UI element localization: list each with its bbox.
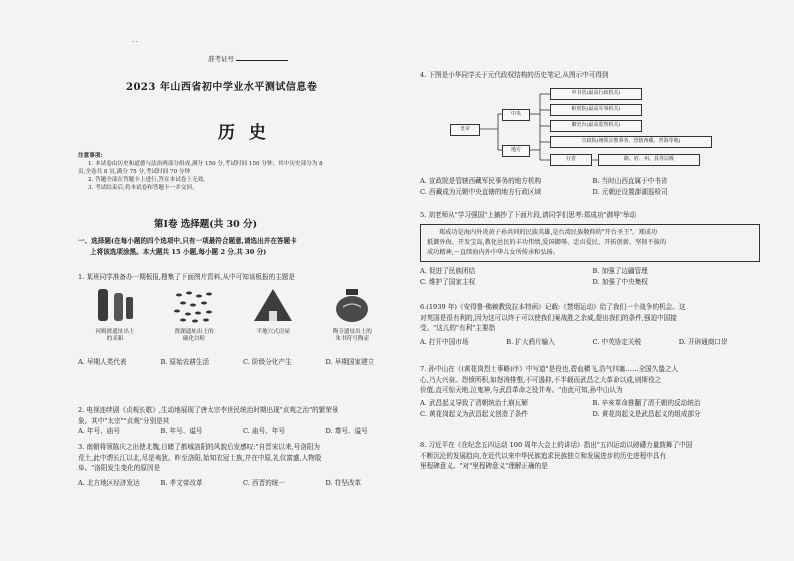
option-a[interactable]: A. 促进了民族团结 <box>420 267 476 275</box>
q3-options <box>78 478 408 489</box>
subject-title: 历 史 <box>218 123 270 143</box>
question-stem: 荒土,此中谓长江以北,尽是夷狄。昨至洛阳,始知衣冠士族,并在中原,礼仪富盛,人物殷 <box>78 453 322 462</box>
option-d[interactable]: D. 开辟通商口岸 <box>678 337 728 346</box>
question-stem: 8. 习近平在《在纪念五四运动 100 周年大会上的讲话》指出"五四运动以磅礴力量鼓舞了中国 <box>420 441 693 449</box>
q4-diagram <box>420 84 765 174</box>
question-6 <box>420 302 765 348</box>
question-2 <box>78 405 408 437</box>
option-b[interactable]: B. 年号、谥号 <box>160 427 203 435</box>
note-line: 2. 答题全部在答题卡上进行,答在本试卷上无效。 <box>88 177 209 183</box>
question-1 <box>78 272 408 368</box>
notes-block <box>78 152 408 192</box>
option-a[interactable]: A. 年号、庙号 <box>78 427 120 435</box>
option-d[interactable]: D. 元朝还设置澎湖巡检司 <box>592 188 668 196</box>
diagram-local: 地方 <box>502 145 530 157</box>
question-5 <box>420 210 765 221</box>
question-7 <box>420 364 765 420</box>
left-column <box>78 0 408 561</box>
option-d[interactable]: D. 尊号、谥号 <box>325 427 368 435</box>
option-c[interactable]: C. 黄花岗起义为武昌起义创造了条件 <box>420 409 528 418</box>
admission-label: 准考证号 <box>208 55 234 63</box>
q7-options <box>420 398 765 420</box>
question-stem: 受。"这儿的"有利"主要指 <box>420 324 496 332</box>
exam-title: 2023 年山西省初中学业水平测试信息卷 <box>126 82 318 93</box>
option-c[interactable]: C. 维护了国家主权 <box>420 278 476 286</box>
note-line: 1. 本试卷由历史和道德与法治两部分组成,满分 150 分,考试时间 150 分钟。其中历史部分为 8 <box>88 161 323 167</box>
option-b[interactable]: B. 当时山西直属于中书省 <box>592 177 668 185</box>
question-stem: 3. 南朝将领陈庆之出使北魏,目睹了都城洛阳的风貌后发感叹:"自晋宋以来,号洛阳为 <box>78 443 321 451</box>
q6-options <box>420 337 765 348</box>
section-title: 第Ⅰ卷 选择题(共 30 分) <box>154 219 258 230</box>
diagram-xingsheng: 行省 <box>550 154 592 166</box>
option-a[interactable]: A. 早期人类代表 <box>78 357 127 366</box>
quote-line: 成功精神,一直续海内外中华儿女所传承和弘扬。 <box>427 249 559 256</box>
option-b[interactable]: B. 辛亥革命推翻了清王朝的反动统治 <box>592 398 701 407</box>
option-a[interactable]: A. 武昌起义导致了清朝统治土崩瓦解 <box>420 398 528 407</box>
notes-title: 注意事项: <box>78 153 103 159</box>
note-line: 页,全卷共 8 页,满分 75 分,考试时间 70 分钟 <box>78 169 191 175</box>
picture-caption: 河姆渡遗址出土 <box>95 328 135 335</box>
q4-options <box>420 176 765 198</box>
option-b[interactable]: B. 孝文帝改革 <box>160 478 203 487</box>
q5-quote-box <box>420 224 760 262</box>
picture-caption: 朱书符号陶壶 <box>335 335 370 342</box>
question-stem: 7. 孙中山在《(黄花岗烈士事略)序》中写道"是役也,碧血横飞,浩气四塞……全国久蛰之人 <box>420 365 679 373</box>
picture-caption: 碳化谷粒 <box>182 335 206 342</box>
option-c[interactable]: C. 庙号、年号 <box>243 427 285 435</box>
question-stem: 5. 刘老师从"学习强国"上摘抄了下面片段,请同学们思考:郑成功"御辱"举动 <box>420 211 637 219</box>
q5-options <box>420 266 765 288</box>
q2-options <box>78 426 408 437</box>
option-c[interactable]: C. 中英协定关税 <box>592 337 642 346</box>
option-a[interactable]: A. 打开中国市场 <box>420 337 469 346</box>
right-column <box>420 0 765 561</box>
question-stem: 心,乃大兴奋。怨愤所积,如怒涛排壑,不可遏抑,不半载而武昌之大革命以成,则斯役之 <box>420 375 662 384</box>
question-stem: 4. 下图是小华同学关于元代政权结构的历史笔记,从图示中可得到 <box>420 71 609 79</box>
quote-line: 抵御外侮、开发宝岛,教化邑民的丰功伟绩,爱国御辱、忠贞爱民、开拓创新、坚韧不拔的 <box>427 239 667 246</box>
option-b[interactable]: B. 扩大鸦片输入 <box>506 337 555 346</box>
leisi-image <box>92 287 138 325</box>
question-stem: 2. 电视连续剧《贞观长歌》,生动地展现了唐太宗李世民统治时期出现"贞观之治"的繁荣景 <box>78 406 339 414</box>
diagram-emperor: 皇帝 <box>450 124 480 136</box>
quote-line: 郑成功是海内外炎黄子孙共同的民族英雄,是台湾民族敬仰的"开台圣王"。郑成功 <box>439 229 658 236</box>
picture-grain <box>161 287 227 343</box>
section-instruction: 上将该选项涂黑。本大题共 15 小题,每小题 2 分,共 30 分) <box>90 247 267 256</box>
picture-pot <box>319 287 385 343</box>
option-c[interactable]: C. 阶级分化产生 <box>243 357 292 366</box>
corner-dots: - - <box>132 39 138 45</box>
diagram-shumiyuan: 枢密院(最高军事机关) <box>550 104 642 116</box>
picture-leisi <box>82 287 148 343</box>
admission-blank[interactable] <box>236 54 288 61</box>
picture-caption: 的耒耜 <box>106 335 124 342</box>
option-c[interactable]: C. 西晋的统一 <box>243 478 285 487</box>
question-3 <box>78 442 408 489</box>
house-image <box>250 287 296 325</box>
note-line: 3. 考试结束后,将本试卷和答题卡一并交回。 <box>88 185 198 191</box>
question-stem: 价值,直可惊天地,泣鬼神,与武昌革命之役并寿。"由此可知,孙中山认为 <box>420 386 623 394</box>
q1-pictures <box>78 287 408 347</box>
question-8 <box>420 440 765 472</box>
picture-caption: 陶寺遗址出土的 <box>332 328 372 335</box>
option-b[interactable]: B. 原始农耕生活 <box>160 357 210 366</box>
diagram-yushitai: 御史台(最高监察机关) <box>550 120 642 132</box>
diagram-xuanzhengyuan: 宣政院(统领宗教事务、管辖西藏、青海等地) <box>550 136 712 148</box>
diagram-levels: 路、府、州、县等层级 <box>598 154 700 166</box>
option-d[interactable]: D. 黄花岗起义是武昌起义的组成部分 <box>592 409 701 418</box>
diagram-central: 中央 <box>502 109 530 121</box>
option-a[interactable]: A. 北方地区经济发达 <box>78 478 140 487</box>
question-stem: 象。其中"太宗""贞观"分别是其 <box>78 416 170 425</box>
option-a[interactable]: A. 宣政院是管辖西藏军民事务的地方机构 <box>420 177 542 185</box>
q1-options <box>78 357 408 368</box>
pot-image <box>329 287 375 325</box>
grain-image <box>171 287 217 325</box>
question-stem: 1. 某班同学准备办一期板报,搜集了下面图片资料,从中可知该板报的主题是 <box>78 273 295 281</box>
section-instruction: 一、选择题(在每小题的四个选项中,只有一项最符合题意,请选出并在答题卡 <box>78 237 297 245</box>
admission-number <box>208 54 288 64</box>
question-stem: 阜。"洛阳发生变化的原因是 <box>78 464 161 472</box>
option-c[interactable]: C. 西藏成为元朝中央直辖的地方行政区域 <box>420 188 542 196</box>
picture-caption: 半地穴式房屋 <box>256 328 290 335</box>
diagram-zhongshusheng: 中书省(最高行政机关) <box>550 88 642 100</box>
option-d[interactable]: D. 早期国家建立 <box>325 357 375 366</box>
question-stem: 对英国是很有利的,因为这可以终于可以使我们案战胜之余威,提出我们的条件,强迫中国接 <box>420 313 677 322</box>
question-stem: 6.(1939 年)《安得鲁·佛赖教致拉本特函》记载:《禁烟运动》给了我们一个战争的机会。这 <box>420 303 686 311</box>
option-d[interactable]: D. 加强了中央集权 <box>592 278 648 286</box>
option-d[interactable]: D. 符坚改革 <box>325 478 362 487</box>
picture-caption: 贾湖遗址出土的 <box>174 328 214 335</box>
picture-house <box>240 287 306 336</box>
question-stem: 不断沉沦的发展趋向,在近代以来中华民族追求民族独立和发展进步的历史进程中具有 <box>420 451 667 460</box>
option-b[interactable]: B. 加强了边疆管理 <box>592 267 648 275</box>
question-stem: 里程碑意义。"对"里程碑意义"理解正确的是 <box>420 462 548 470</box>
question-4 <box>420 70 765 81</box>
